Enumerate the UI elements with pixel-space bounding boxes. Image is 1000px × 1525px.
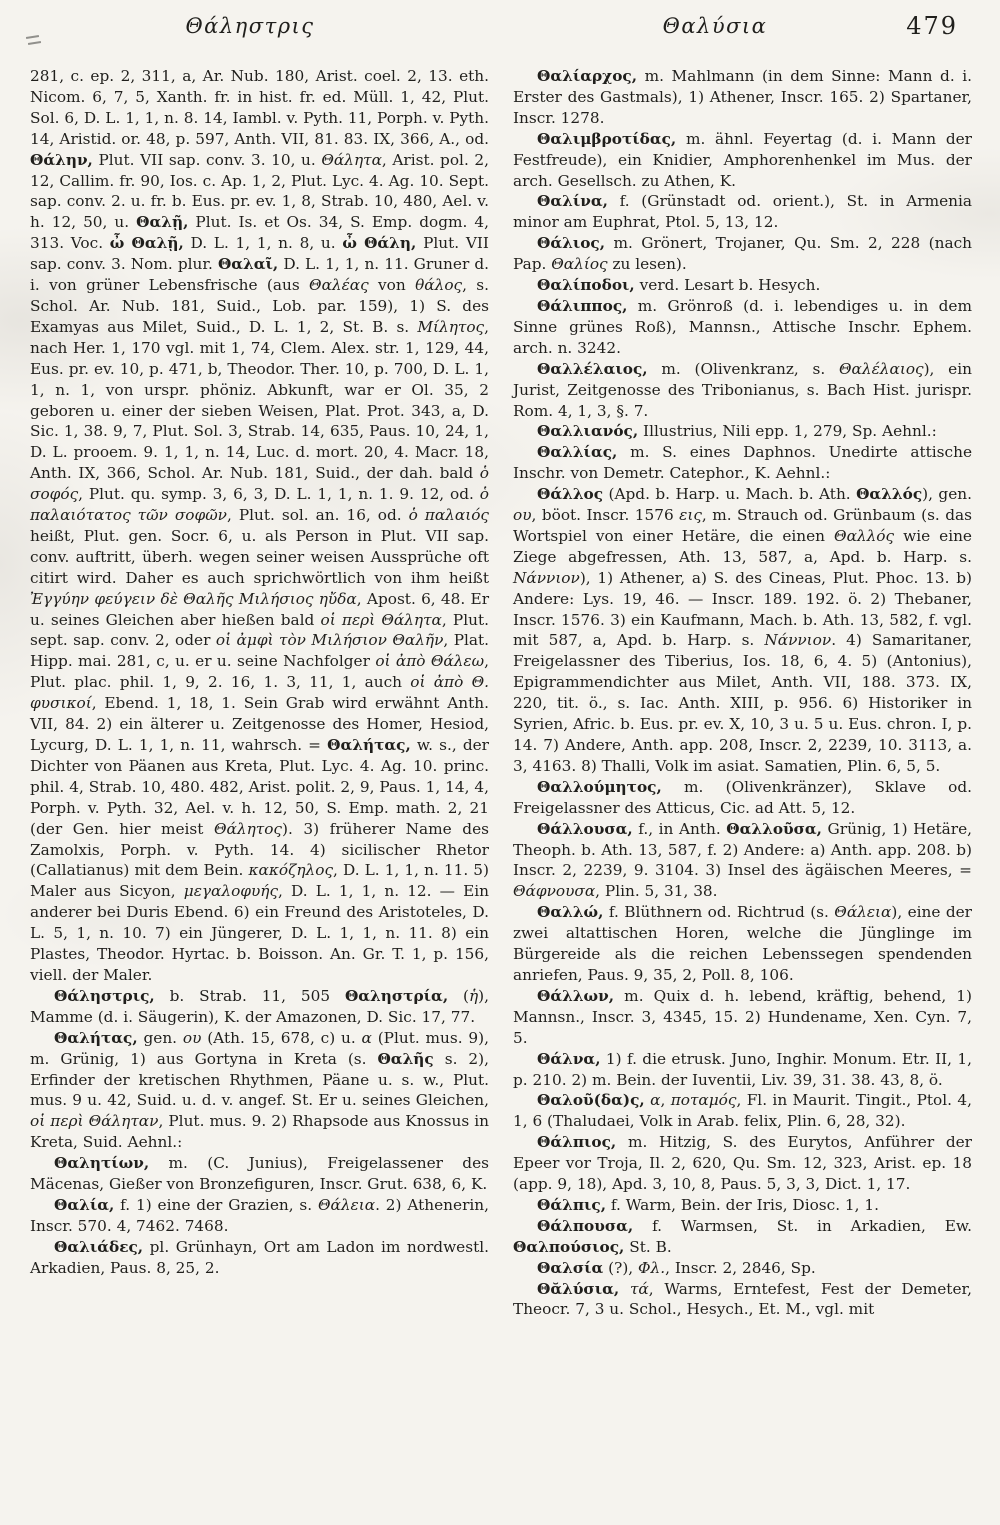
entry-paragraph: Θαλητίων, m. (C. Junius), Freigelassener des Mäcenas, Gießer von Bronzefiguren, Inscr. Grut. 638, 6, K. (30, 1154, 489, 1194)
entry-paragraph: Θάλιος, m. Grönert, Trojaner, Qu. Sm. 2, 228 (nach Pap. Θαλίος zu lesen). (513, 234, 972, 274)
entry-paragraph: Θάλλουσα, f., in Anth. Θαλλοῦσα, Grünig, 1) Hetäre, Theoph. b. Ath. 13, 587, f. 2) Andere: a) Anth. app. 208. b) Inscr. 2, 2239, 9. 3104. 3) Insel des ägäischen Meeres, = Θάφνουσα, Plin. 5, 31, 38. (513, 819, 973, 901)
entry-paragraph: Θαλσία (?), Φλ., Inscr. 2, 2846, Sp. (537, 1258, 816, 1277)
entry-paragraph: 281, c. ep. 2, 311, a, Ar. Nub. 180, Arist. coel. 2, 13. eth. Nicom. 6, 7, 5, Xanth. fr. in hist. fr. ed. Müll. 1, 42, Plut. Sol. 6, D. L. 1, 1, n. 8. 14, Iambl. v. Pyth. 11, Porph. v. Pyth. 14, Aristid. or. 48, p. 597, Anth. VII, 81. 83. IX, 366, A., od. Θάλην, Plut. VII sap. conv. 3. 10, u. Θάλητα, Arist. pol. 2, 12, Callim. fr. 90, Ios. c. Ap. 1, 2, Plut. Lyc. 4. Ag. 10. Sept. sap. conv. 2. u. fr. b. Eus. pr. ev. 1, 8, Strab. 10, 480, Ael. v. h. 12, 50, u. Θαλῇ, Plut. Is. et Os. 34, S. Emp. dogm. 4, 313. Voc. ὦ Θαλῇ, D. L. 1, 1, n. 8, u. ὦ Θάλη, Plut. VII sap. conv. 3. Nom. plur. Θαλαῖ, D. L. 1, 1, n. 11. Gruner d. i. von grüner Lebensfrische (aus Θαλέας von θάλος, s. Schol. Ar. Nub. 181, Suid., Lob. par. 159), 1) S. des Examyas aus Milet, Suid., D. L. 1, 2, St. B. s. Μίλητος, nach Her. 1, 170 vgl. mit 1, 74, Clem. Alex. str. 1, 129, 44, Eus. pr. ev. 10, p. 471, b, Theodor. Ther. 10, p. 700, D. L. 1, 1, n. 1, von urspr. phöniz. Abkunft, war er Ol. 35, 2 geboren u. einer der sieben Weisen, Plat. Prot. 343, a, D. Sic. 1, 38. 9, 7, Plut. Sol. 3, Strab. 14, 635, Paus. 10, 24, 1, D. L. prooem. 9. 1, 1, n. 14, Luc. d. mort. 20, 4. Macr. 18, Anth. IX, 366, Schol. Ar. Nub. 181, Suid., der dah. bald ὁ σοφός, Plut. qu. symp. 3, 6, 3, D. L. 1, 1, n. 1. 9. 12, od. ὁ παλαιότατος τῶν σοφῶν, Plut. sol. an. 16, od. ὁ παλαιός heißt, Plut. gen. Socr. 6, u. als Person in Plut. VII sap. conv. auftritt, überh. wegen seiner weisen Aussprüche oft citirt wird. Daher es auch sprichwörtlich von ihm heißt Ἐγγύην φεύγειν δὲ Θαλῆς Μιλήσιος ηὔδα, Apost. 6, 48. Er u. seines Gleichen aber hießen bald οἱ περὶ Θάλητα, Plut. sept. sap. conv. 2, oder οἱ ἀμφὶ τὸν Μιλήσιον Θαλῆν, Plat. Hipp. mai. 281, c, u. er u. seine Nachfolger οἱ ἀπὸ Θάλεω, Plut. plac. phil. 1, 9, 2. 16, 1. 3, 11, 1, auch οἱ ἀπὸ Θ. φυσικοί, Ebend. 1, 18, 1. Sein Grab wird erwähnt Anth. VII, 84. 2) ein älterer u. Zeitgenosse des Homer, Hesiod, Lycurg, D. L. 1, 1, n. 11, wahrsch. = Θαλήτας, w. s., der Dichter von Päanen aus Kreta, Plut. Lyc. 4. Ag. 10. princ. phil. 4, Strab. 10, 480. 482, Arist. polit. 2, 9, Paus. 1, 14, 4, Porph. v. Pyth. 32, Ael. v. h. 12, 50, S. Emp. math. 2, 21 (der Gen. hier meist Θάλητος). 3) früherer Name des Zamolxis, Porph. v. Pyth. 14. 4) sicilischer Rhetor (Callatianus) mit dem Bein. κακόζηλος, D. L. 1, 1, n. 11. 5) Maler aus Sicyon, μεγαλοφυής, D. L. 1, 1, n. 12. — Ein anderer bei Duris Ebend. 6) ein Freund des Aristoteles, D. L. 5, 1, n. 10. 7) ein Jüngerer, D. L. 1, 1, n. 11. 8) ein Plastes, Theodor. Hyrtac. b. Boisson. An. Gr. T. 1, p. 156, viell. der Maler. (30, 67, 490, 984)
entry-paragraph: Θάλλος (Apd. b. Harp. u. Mach. b. Ath. Θαλλός), gen. ου, böot. Inscr. 1576 εις, m. Strauch od. Grünbaum (s. das Wortspiel von einer Hetäre, die einen Θαλλός wie eine Ziege abgefressen, Ath. 13, 587, a, Apd. b. Harp. s. Νάννιον), 1) Athener, a) S. des Cineas, Plut. Phoc. 13. b) Andere: Lys. 19, 46. — Inscr. 189. 192. ö. 2) Thebaner, Inscr. 1576. 3) ein Kaufmann, Mach. b. Ath. 13, 582, f. vgl. mit 587, a, Apd. b. Harp. s. Νάννιον. 4) Samaritaner, Freigelassner des Tiberius, Ios. 18, 6, 4. 5) (Antonius), Epigrammendichter aus Milet, Anth. VII, 188. 373. IX, 220, tit. ö., s. Iac. Anth. XIII, p. 956. 6) Historiker in Syrien, Afric. b. Eus. pr. ev. X, 10, 3 u. 5 u. Eus. chron. I, p. 14. 7) Andere, Anth. app. 208, Inscr. 2, 2239, 10. 3113, a. 3, 4163. 8) Thalli, Volk im asiat. Samatien, Plin. 6, 5, 5. (513, 485, 972, 775)
entry-paragraph: Θάληστρις, b. Strab. 11, 505 Θαληστρία, (ἡ), Mamme (d. i. Säugerin), K. der Amazonen, D. Sic. 17, 77. (30, 986, 489, 1026)
entry-paragraph: Θαλίποδοι, verd. Lesart b. Hesych. (537, 276, 821, 295)
entry-paragraph: Θαλιάδες, pl. Grünhayn, Ort am Ladon im nordwestl. Arkadien, Paus. 8, 25, 2. (30, 1237, 489, 1277)
entry-paragraph: Θαλλέλαιος, m. (Olivenkranz, s. Θαλέλαιος), ein Jurist, Zeitgenosse des Tribonianus, s. Bach Hist. jurispr. Rom. 4, 1, 3, §. 7. (513, 359, 972, 420)
entry-paragraph: Θαλλίας, m. S. eines Daphnos. Unedirte attische Inschr. von Demetr. Catephor., K. Aehnl.: (513, 443, 972, 483)
entry-paragraph: Θαλλώ, f. Blüthnern od. Richtrud (s. Θάλεια), eine der zwei altattischen Horen, welche die Jünglinge im Bürgereide als die reichen Lebenssegen spendenden anriefen, Paus. 9, 35, 2, Poll. 8, 106. (513, 903, 972, 984)
page-number: 479 (906, 12, 958, 40)
right-column (513, 66, 972, 1320)
entry-paragraph: Θάλλων, m. Quix d. h. lebend, kräftig, behend, 1) Mannsn., Inscr. 3, 4345, 15. 2) Hundename, Xen. Cyn. 7, 5. (513, 986, 972, 1047)
entry-paragraph: Θαλίαρχος, m. Mahlmann (in dem Sinne: Mann d. i. Erster des Gastmals), 1) Athener, Inscr. 165. 2) Spartaner, Inscr. 1278. (513, 67, 972, 127)
entry-paragraph: Θαλήτας, gen. ου (Ath. 15, 678, c) u. α (Plut. mus. 9), m. Grünig, 1) aus Gortyna in Kreta (s. Θαλῆς s. 2), Erfinder der kretischen Rhythmen, Päane u. s. w., Plut. mus. 9 u. 42, Suid. u. d. v. angef. St. Er u. seines Gleichen, οἱ περὶ Θάληταν, Plut. mus. 9. 2) Rhapsode aus Knossus in Kreta, Suid. Aehnl.: (30, 1028, 489, 1152)
left-column (30, 66, 489, 1320)
entry-paragraph: Θᾰλύσια, τά, Warms, Erntefest, Fest der Demeter, Theocr. 7, 3 u. Schol., Hesych., Et. M., vgl. mit (513, 1279, 973, 1319)
text-columns (30, 66, 972, 1320)
entry-paragraph: Θαλίνα, f. (Grünstadt od. orient.), St. in Armenia minor am Euphrat, Ptol. 5, 13, 12. (513, 192, 972, 232)
entry-paragraph: Θαλιμβροτίδας, m. ähnl. Feyertag (d. i. Mann der Festfreude), ein Knidier, Amphorenhenkel im Mus. der arch. Gesellsch. zu Athen, K. (513, 129, 972, 190)
running-head-right-keyword: Θαλύσια (662, 14, 768, 38)
running-head (30, 14, 972, 38)
running-head-left-keyword: Θάληστρις (185, 14, 315, 38)
entry-paragraph: Θάλπουσα, f. Warmsen, St. in Arkadien, Ew. Θαλπούσιος, St. B. (513, 1216, 972, 1256)
entry-paragraph: Θαλοῦ(δα)ς, α, ποταμός, Fl. in Maurit. Tingit., Ptol. 4, 1, 6 (Thaludaei, Volk in Arab. felix, Plin. 6, 28, 32). (513, 1091, 972, 1131)
entry-paragraph: Θαλία, f. 1) eine der Grazien, s. Θάλεια. 2) Athenerin, Inscr. 570. 4, 7462. 7468. (30, 1195, 489, 1235)
entry-paragraph: Θάλιππος, m. Grönroß (d. i. lebendiges u. in dem Sinne grünes Roß), Mannsn., Attische Inschr. Ephem. arch. n. 3242. (513, 296, 972, 357)
entry-paragraph: Θάλνα, 1) f. die etrusk. Juno, Inghir. Monum. Etr. II, 1, p. 210. 2) m. Bein. der Iuventii, Liv. 39, 31. 38. 43, 8, ö. (513, 1049, 972, 1089)
entry-paragraph: Θαλλούμητος, m. (Olivenkränzer), Sklave od. Freigelassner des Atticus, Cic. ad Att. 5, 12. (513, 777, 972, 817)
entry-paragraph: Θάλπις, f. Warm, Bein. der Iris, Diosc. 1, 1. (537, 1195, 879, 1214)
entry-paragraph: Θάλπιος, m. Hitzig, S. des Eurytos, Anführer der Epeer vor Troja, Il. 2, 620, Qu. Sm. 12, 323, Arist. ep. 18 (app. 9, 18), Apd. 3, 10, 8, Paus. 5, 3, 3, Dict. 1, 17. (513, 1133, 972, 1194)
entry-paragraph: Θαλλιανός, Illustrius, Nili epp. 1, 279, Sp. Aehnl.: (537, 422, 937, 441)
